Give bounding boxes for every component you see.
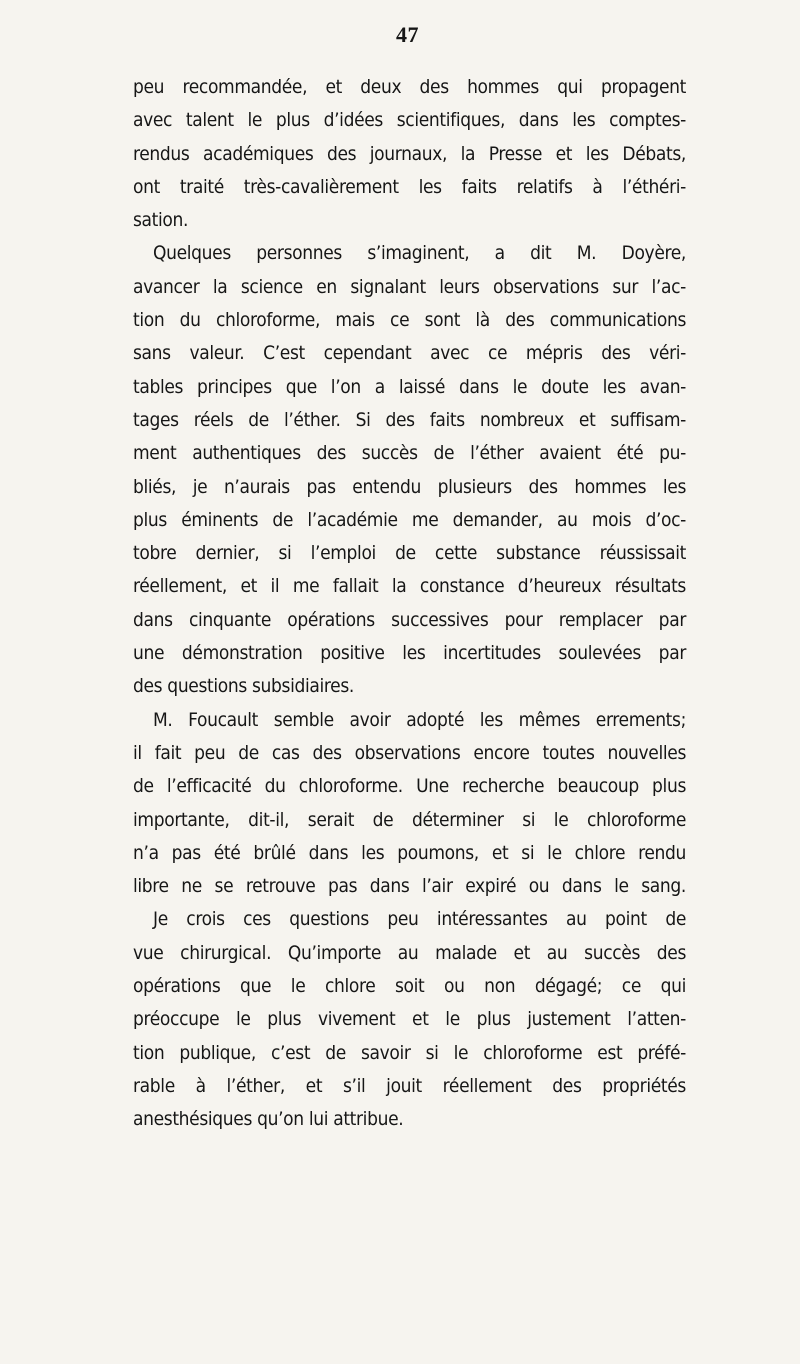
text-line: dans cinquante opérations successives pour remplacer par	[133, 608, 686, 631]
text-line: vue chirurgical. Qu’importe au malade et au succès des	[133, 941, 686, 964]
text-line: sans valeur. C’est cependant avec ce mépris des véri-	[133, 342, 686, 365]
text-line: anesthésiques qu’on lui attribue.	[133, 1108, 404, 1131]
text-line: tages réels de l’éther. Si des faits nombreux et suffisam-	[133, 408, 686, 431]
text-line: réellement, et il me fallait la constance d’heureux résultats	[133, 575, 686, 598]
text-line: bliés, je n’aurais pas entendu plusieurs des hommes les	[133, 475, 686, 498]
text-line: rendus académiques des journaux, la Presse et les Débats,	[133, 142, 686, 165]
text-line: Je crois ces questions peu intéressantes au point de	[153, 908, 686, 931]
text-line: il fait peu de cas des observations encore toutes nouvelles	[133, 741, 686, 764]
text-line: opérations que le chlore soit ou non dégagé; ce qui	[133, 975, 686, 998]
text-line: rable à l’éther, et s’il jouit réellement des propriétés	[133, 1074, 686, 1097]
text-line: tion du chloroforme, mais ce sont là des communications	[133, 309, 686, 332]
page-number: 47	[396, 22, 419, 47]
text-line: des questions subsidiaires.	[133, 675, 354, 698]
text-line: sation.	[133, 209, 189, 232]
text-line: tion publique, c’est de savoir si le chloroforme est préfé-	[133, 1041, 686, 1064]
text-line: libre ne se retrouve pas dans l’air expiré ou dans le sang.	[133, 875, 686, 898]
text-line: avec talent le plus d’idées scientifiques, dans les comptes-	[133, 109, 686, 132]
text-line: tables principes que l’on a laissé dans le doute les avan-	[133, 375, 686, 398]
text-line: n’a pas été brûlé dans les poumons, et si le chlore rendu	[133, 841, 686, 864]
text-line: avancer la science en signalant leurs observations sur l’ac-	[133, 275, 686, 298]
text-line: ment authentiques des succès de l’éther avaient été pu-	[133, 442, 686, 465]
text-line: préoccupe le plus vivement et le plus justement l’atten-	[133, 1008, 686, 1031]
text-line: Quelques personnes s’imaginent, a dit M. Doyère,	[153, 242, 686, 265]
text-line: M. Foucault semble avoir adopté les mêmes errements;	[153, 708, 686, 731]
text-line: peu recommandée, et deux des hommes qui propagent	[133, 76, 686, 98]
text-line: plus éminents de l’académie me demander, au mois d’oc-	[133, 508, 686, 531]
text-line: importante, dit-il, serait de déterminer si le chloroforme	[133, 808, 686, 831]
text-line: une démonstration positive les incertitudes soulevées par	[133, 642, 686, 665]
body-text	[133, 71, 686, 1137]
text-line: ont traité très-cavalièrement les faits relatifs à l’éthéri-	[133, 175, 686, 198]
text-line: tobre dernier, si l’emploi de cette substance réussissait	[133, 542, 686, 565]
text-line: de l’efficacité du chloroforme. Une recherche beaucoup plus	[133, 775, 686, 798]
